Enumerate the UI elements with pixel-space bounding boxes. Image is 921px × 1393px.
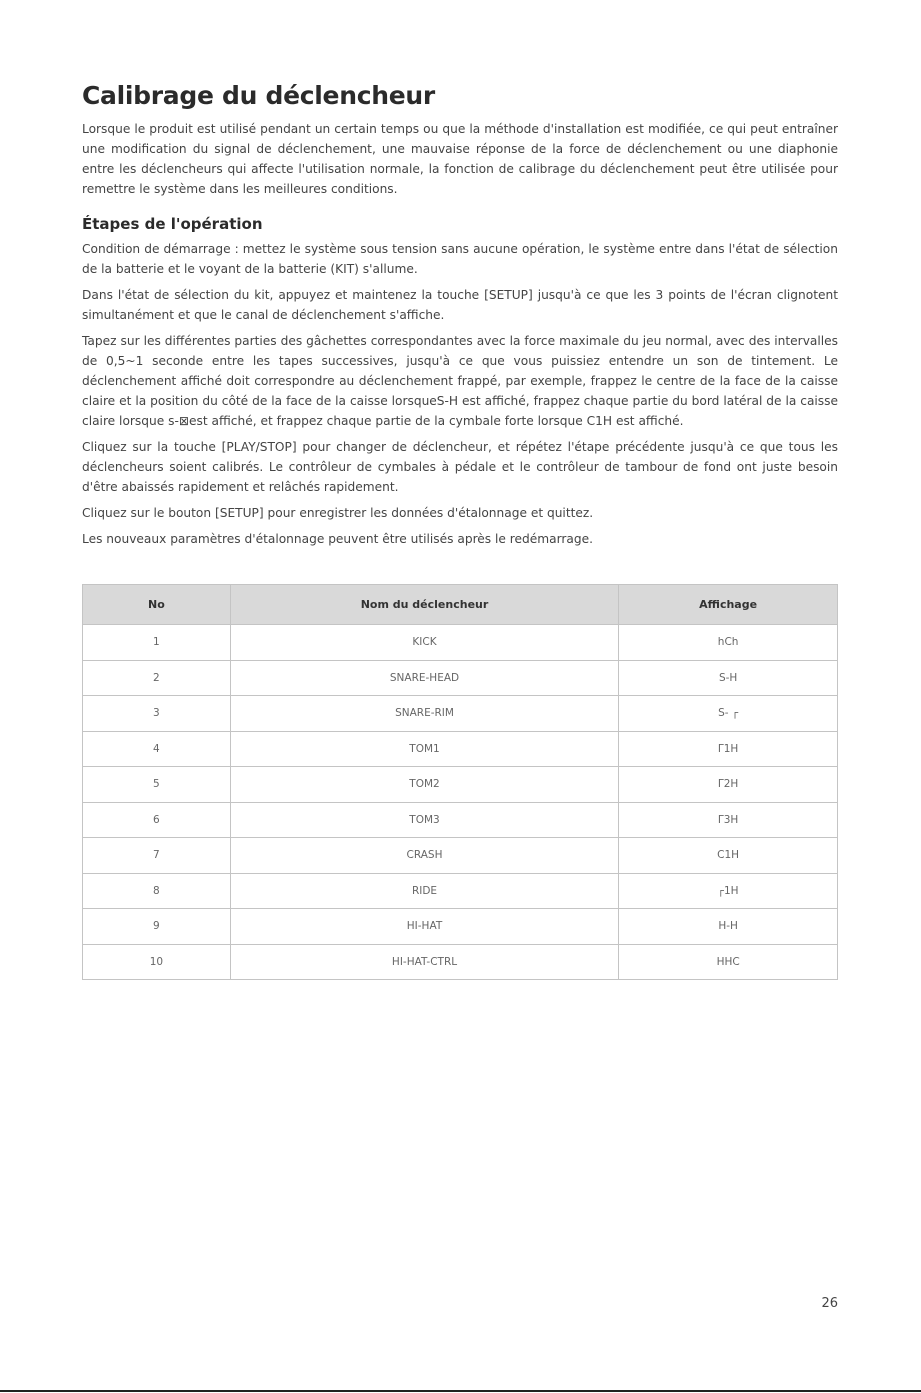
cell-display: hCh — [619, 625, 838, 661]
cell-no: 10 — [83, 944, 231, 980]
cell-trigger-name: RIDE — [230, 873, 618, 909]
table-row — [83, 625, 838, 661]
step-paragraph: Dans l'état de sélection du kit, appuyez et maintenez la touche [SETUP] jusqu'à ce que les 3 points de l'écran clignotent simultanément et que le canal de déclenchement s'affiche. — [82, 288, 838, 322]
page-number: 26 — [821, 1296, 838, 1311]
table-row — [83, 802, 838, 838]
step-paragraph: Condition de démarrage : mettez le système sous tension sans aucune opération, le système entre dans l'état de sélection de la batterie et le voyant de la batterie (KIT) s'allume. — [82, 242, 838, 276]
table-row — [83, 838, 838, 874]
cell-display: H-H — [619, 909, 838, 945]
table-row — [83, 909, 838, 945]
table-row — [83, 944, 838, 980]
cell-trigger-name: CRASH — [230, 838, 618, 874]
cell-no: 8 — [83, 873, 231, 909]
step-paragraph: Cliquez sur le bouton [SETUP] pour enregistrer les données d'étalonnage et quittez. — [82, 506, 594, 520]
cell-no: 2 — [83, 660, 231, 696]
step-paragraph: Cliquez sur la touche [PLAY/STOP] pour changer de déclencheur, et répétez l'étape précédente jusqu'à ce que tous les déclencheurs soient calibrés. Le contrôleur de cymbales à pédale et le contrôleur de tambour de fond ont juste besoin d'être abaissés rapidement et relâchés rapidement. — [82, 440, 838, 494]
cell-no: 4 — [83, 731, 231, 767]
cell-trigger-name: TOM1 — [230, 731, 618, 767]
cell-trigger-name: HI-HAT-CTRL — [230, 944, 618, 980]
cell-trigger-name: SNARE-HEAD — [230, 660, 618, 696]
cell-trigger-name: KICK — [230, 625, 618, 661]
cell-no: 1 — [83, 625, 231, 661]
cell-trigger-name: SNARE-RIM — [230, 696, 618, 732]
intro-paragraph: Lorsque le produit est utilisé pendant un certain temps ou que la méthode d'installation est modifiée, ce qui peut entraîner une modification du signal de déclenchement, une mauvaise réponse de la force de déclenchement ou une diaphonie entre les déclencheurs qui affecte l'utilisation normale, la fonction de calibrage du déclenchement peut être utilisée pour remettre le système dans les meilleures conditions. — [82, 122, 838, 196]
cell-no: 6 — [83, 802, 231, 838]
cell-trigger-name: TOM3 — [230, 802, 618, 838]
cell-no: 9 — [83, 909, 231, 945]
cell-no: 3 — [83, 696, 231, 732]
cell-display: Γ1H — [619, 731, 838, 767]
cell-display: C1H — [619, 838, 838, 874]
cell-display: Γ3H — [619, 802, 838, 838]
table-row — [83, 873, 838, 909]
table-header-row — [83, 585, 838, 625]
cell-trigger-name: HI-HAT — [230, 909, 618, 945]
section-title: Étapes de l'opération — [82, 215, 263, 233]
table-row — [83, 660, 838, 696]
cell-no: 7 — [83, 838, 231, 874]
header-no: No — [83, 585, 231, 625]
cell-display: Γ2H — [619, 767, 838, 803]
cell-display: ┌1H — [619, 873, 838, 909]
step-paragraph: Tapez sur les différentes parties des gâchettes correspondantes avec la force maximale du jeu normal, avec des intervalles de 0,5~1 seconde entre les tapes successives, jusqu'à ce que vous puissiez entendre un son de tintement. Le déclenchement affiché doit correspondre au déclenchement frappé, par exemple, frappez le centre de la face de la caisse claire et la position du côté de la face de la caisse lorsqueS-H est affiché, frappez chaque partie du bord latéral de la caisse claire lorsque s-⊠est affiché, et frappez chaque partie de la cymbale forte lorsque C1H est affiché. — [82, 334, 838, 428]
header-trigger-name: Nom du déclencheur — [230, 585, 618, 625]
header-display: Affichage — [619, 585, 838, 625]
page-content — [82, 78, 838, 555]
table-row — [83, 696, 838, 732]
bottom-divider — [0, 1390, 921, 1392]
cell-display: S- ┌ — [619, 696, 838, 732]
page-title: Calibrage du déclencheur — [82, 81, 435, 110]
cell-no: 5 — [83, 767, 231, 803]
cell-trigger-name: TOM2 — [230, 767, 618, 803]
cell-display: HHC — [619, 944, 838, 980]
table-row — [83, 767, 838, 803]
cell-display: S-H — [619, 660, 838, 696]
table-row — [83, 731, 838, 767]
trigger-table — [82, 584, 838, 980]
step-paragraph: Les nouveaux paramètres d'étalonnage peuvent être utilisés après le redémarrage. — [82, 532, 593, 546]
